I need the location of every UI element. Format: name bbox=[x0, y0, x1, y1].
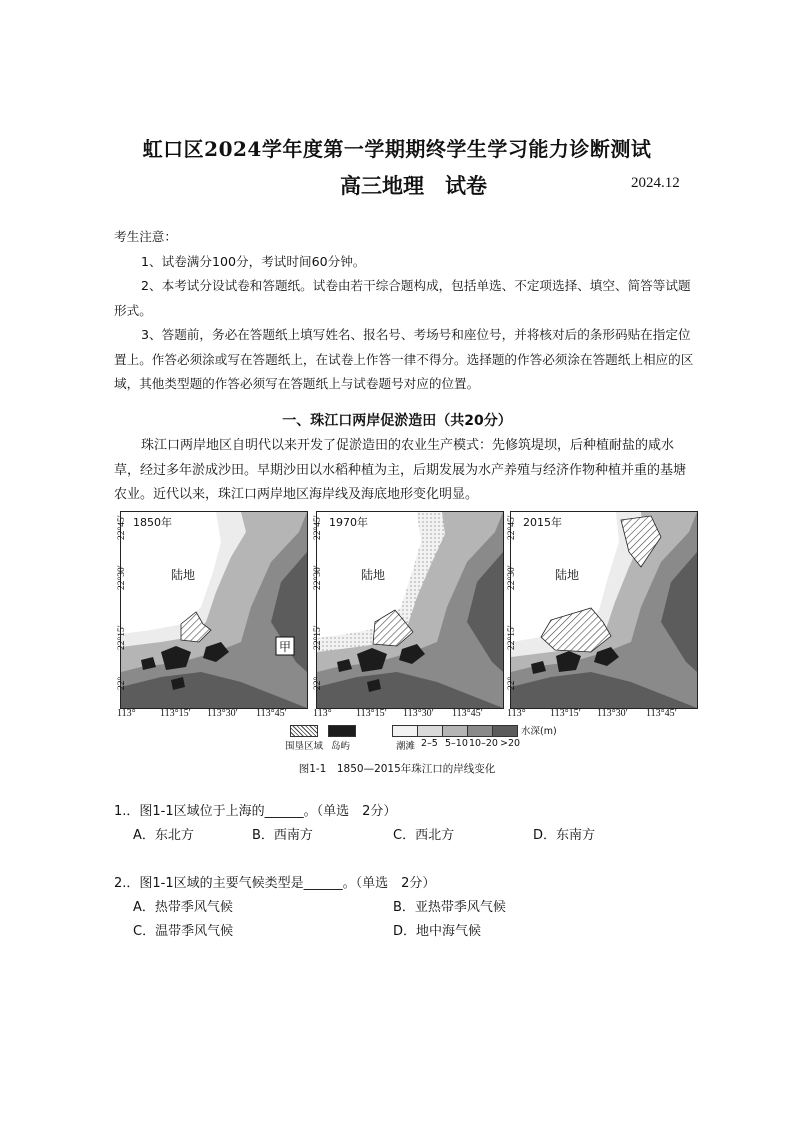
lon-tick: 113°45′ bbox=[452, 708, 483, 719]
lat-tick: 22°15′ bbox=[507, 625, 517, 650]
lat-tick: 22°30′ bbox=[507, 565, 517, 590]
candidate-notes bbox=[114, 225, 694, 397]
lon-tick: 113°30′ bbox=[597, 708, 628, 719]
lon-tick: 113° bbox=[507, 708, 526, 719]
legend-swatch-depth bbox=[442, 725, 468, 737]
legend-swatch-tidal bbox=[392, 725, 418, 737]
map-2015 bbox=[510, 511, 698, 709]
legend-swatch-depth bbox=[492, 725, 518, 737]
lat-tick: 22°15′ bbox=[313, 625, 323, 650]
lat-tick: 22°45′ bbox=[507, 515, 517, 540]
lon-tick: 113°15′ bbox=[160, 708, 191, 719]
lon-tick: 113°45′ bbox=[256, 708, 287, 719]
svg-text:1970年: 1970年 bbox=[329, 516, 368, 529]
lon-tick: 113°15′ bbox=[550, 708, 581, 719]
legend-depth-label: 5–10 bbox=[445, 738, 468, 749]
map-1850 bbox=[120, 511, 308, 709]
legend-swatch-depth bbox=[417, 725, 443, 737]
exam-date: 2024.12 bbox=[631, 175, 680, 191]
lon-tick: 113°15′ bbox=[356, 708, 387, 719]
legend-depth-unit: 水深(m) bbox=[521, 726, 557, 737]
lon-tick: 113°45′ bbox=[646, 708, 677, 719]
note-item: 3、答题前，务必在答题纸上填写姓名、报名号、考场号和座位号，并将核对后的条形码贴在指定位置上。作答必须涂或写在答题纸上，在试卷上作答一律不得分。选择题的作答必须涂在答题纸上相应的区域，其他类型题的作答必须写在答题纸上与试卷题号对应的位置。 bbox=[114, 327, 694, 391]
question-2-stem: 2.．图1-1区域的主要气候类型是______。（单选 2分） bbox=[114, 876, 436, 891]
lon-tick: 113° bbox=[117, 708, 136, 719]
note-item: 2、本考试分设试卷和答题纸。试卷由若干综合题构成，包括单选、不定项选择、填空、简答等试题形式。 bbox=[114, 278, 691, 318]
question-2-option-d[interactable]: D．地中海气候 bbox=[393, 924, 482, 939]
legend-swatch-depth bbox=[467, 725, 493, 737]
lon-tick: 113°30′ bbox=[403, 708, 434, 719]
lat-tick: 22°30′ bbox=[313, 565, 323, 590]
svg-text:2015年: 2015年 bbox=[523, 516, 562, 529]
legend-island-label: 岛屿 bbox=[331, 741, 351, 752]
svg-text:甲: 甲 bbox=[279, 640, 292, 654]
question-1-stem: 1.．图1-1区域位于上海的______。（单选 2分） bbox=[114, 804, 397, 819]
question-2-option-a[interactable]: A．热带季风气候 bbox=[133, 900, 233, 915]
question-2-option-c[interactable]: C．温带季风气候 bbox=[133, 924, 234, 939]
figure-caption: 图1-1 1850—2015年珠江口的岸线变化 bbox=[298, 763, 496, 775]
legend-swatch-reclaim bbox=[290, 725, 318, 737]
section-intro: 珠江口两岸地区自明代以来开发了促淤造田的农业生产模式：先修筑堤坝，后种植耐盐的咸水草，经过多年淤成沙田。早期沙田以水稻种植为主，后期发展为水产养殖与经济作物种植并重的基塘农业。近代以来，珠江口两岸地区海岸线及海底地形变化明显。 bbox=[114, 438, 687, 502]
legend-swatch-island bbox=[328, 725, 356, 737]
lat-tick: 22°15′ bbox=[117, 625, 127, 650]
map-land-label: 陆地 bbox=[171, 568, 196, 582]
notes-heading: 考生注意： bbox=[114, 229, 177, 244]
svg-text:1850年: 1850年 bbox=[133, 516, 172, 529]
lat-tick: 22°30′ bbox=[117, 565, 127, 590]
lat-tick: 22° bbox=[117, 676, 127, 690]
note-item: 1、试卷满分100分，考试时间60分钟。 bbox=[141, 253, 366, 269]
question-1-option-a[interactable]: A．东北方 bbox=[133, 828, 194, 843]
map-1970 bbox=[316, 511, 504, 709]
question-2-option-b[interactable]: B．亚热带季风气候 bbox=[393, 900, 506, 915]
lat-tick: 22° bbox=[313, 676, 323, 690]
lon-tick: 113°30′ bbox=[207, 708, 238, 719]
lat-tick: 22°45′ bbox=[117, 515, 127, 540]
legend-depth-label: >20 bbox=[500, 738, 521, 749]
lon-tick: 113° bbox=[313, 708, 332, 719]
section-title: 一、珠江口两岸促淤造田（共20分） bbox=[282, 413, 512, 429]
question-1-option-d[interactable]: D．东南方 bbox=[533, 828, 596, 843]
question-1-option-c[interactable]: C．西北方 bbox=[393, 828, 455, 843]
exam-subtitle: 高三地理 试卷 bbox=[340, 173, 487, 198]
svg-text:陆地: 陆地 bbox=[555, 568, 580, 582]
svg-text:陆地: 陆地 bbox=[361, 568, 386, 582]
legend-depth-label: 2–5 bbox=[421, 738, 438, 749]
legend-depth-label: 10–20 bbox=[469, 738, 498, 749]
lat-tick: 22° bbox=[507, 676, 517, 690]
exam-title: 虹口区2024学年度第一学期期终学生学习能力诊断测试 bbox=[142, 137, 652, 161]
lat-tick: 22°45′ bbox=[313, 515, 323, 540]
legend-depth-label: 潮滩 bbox=[396, 741, 416, 752]
legend-reclaim-label: 围垦区域 bbox=[285, 741, 324, 752]
question-1-option-b[interactable]: B．西南方 bbox=[252, 828, 313, 843]
